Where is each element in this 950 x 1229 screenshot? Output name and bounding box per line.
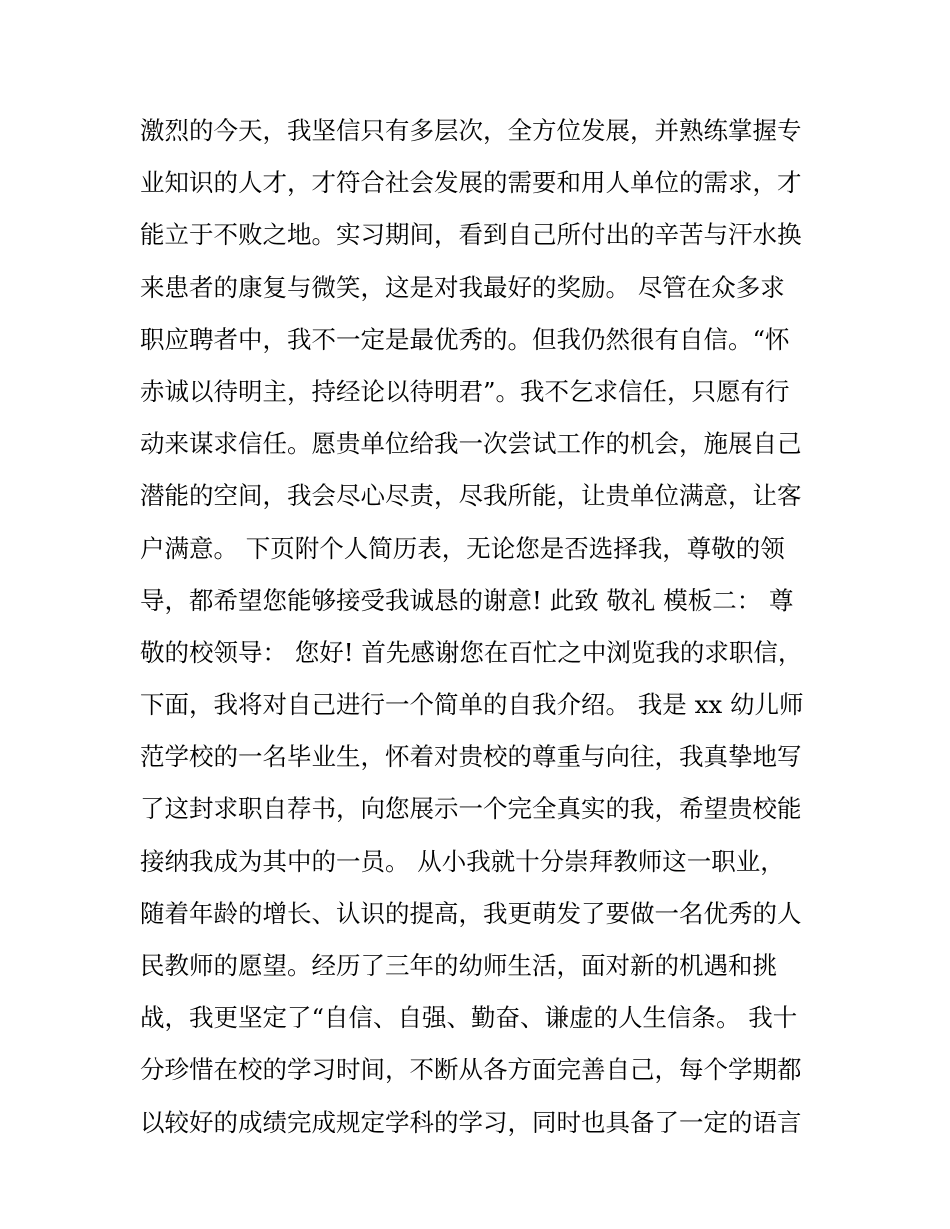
text-line-3: 能立于不败之地。实习期间，看到自己所付出的辛苦与汗水换 [140,220,802,250]
text-line-1: 激烈的今天，我坚信只有多层次，全方位发展，并熟练掌握专 [140,116,802,145]
text-line-4: 来患者的康复与微笑，这是对我最好的奖励。 尽管在众多求 [140,272,785,302]
text-line-11: 敬的校领导： 您好! 首先感谢您在百忙之中浏览我的求职信， [140,637,803,667]
text-line-10: 导，都希望您能够接受我诚恳的谢意! 此致 敬礼 模板二： 尊 [140,585,794,615]
text-line-8: 潜能的空间，我会尽心尽责，尽我所能，让贵单位满意，让客 [140,481,802,511]
text-line-2: 业知识的人才，才符合社会发展的需要和用人单位的需求，才 [140,168,802,198]
text-line-9: 户满意。 下页附个人简历表，无论您是否选择我，尊敬的领 [140,533,785,563]
text-line-18: 战，我更坚定了“自信、自强、勤奋、谦虚的人生信条。 我十 [140,1003,798,1033]
text-line-17: 民教师的愿望。经历了三年的幼师生活，面对新的机遇和挑 [140,951,777,980]
text-line-20: 以较好的成绩完成规定学科的学习，同时也具备了一定的语言 [140,1107,802,1137]
text-line-15: 接纳我成为其中的一员。 从小我就十分崇拜教师这一职业， [140,846,785,876]
text-line-14: 了这封求职自荐书，向您展示一个完全真实的我，希望贵校能 [140,794,802,824]
text-line-16: 随着年龄的增长、认识的提高，我更萌发了要做一名优秀的人 [140,898,802,928]
text-line-13: 范学校的一名毕业生，怀着对贵校的尊重与向往，我真挚地写 [140,742,802,772]
text-line-6: 赤诚以待明主，持经论以待明君”。我不乞求信任，只愿有行 [140,376,790,406]
body-text [140,105,830,1149]
text-line-19: 分珍惜在校的学习时间，不断从各方面完善自己，每个学期都 [140,1055,802,1085]
text-line-5: 职应聘者中，我不一定是最优秀的。但我仍然很有自信。“怀 [140,324,790,354]
text-line-12: 下面，我将对自己进行一个简单的自我介绍。 我是 xx 幼儿师 [140,690,804,720]
text-line-7: 动来谋求信任。愿贵单位给我一次尝试工作的机会，施展自己 [140,429,802,459]
